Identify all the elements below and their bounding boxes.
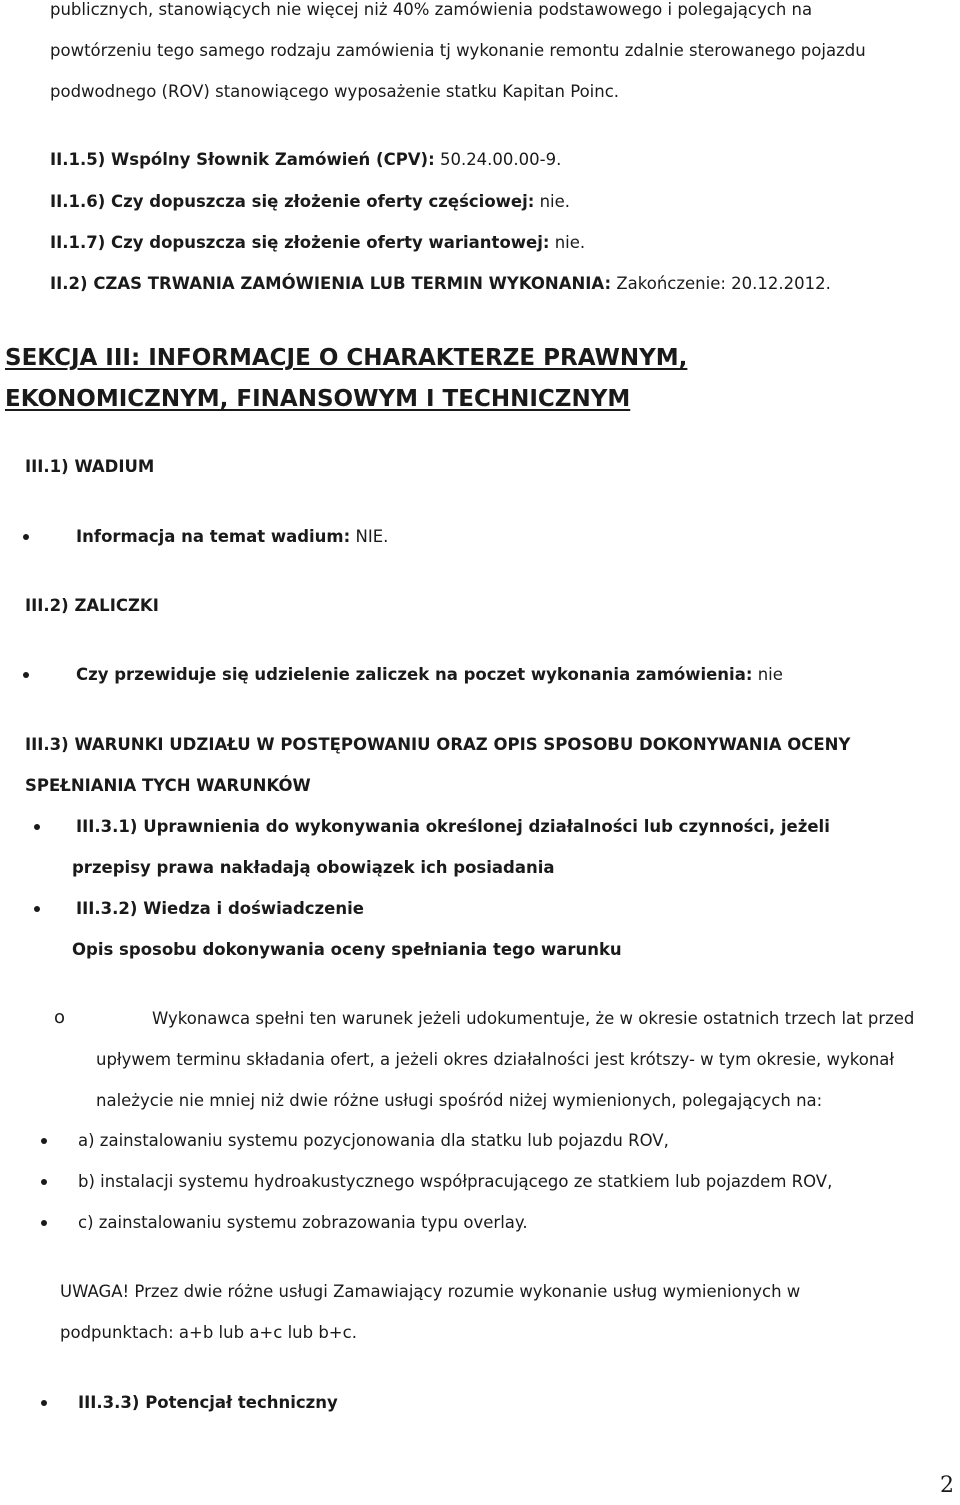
potencjal-item: III.3.3) Potencjał techniczny (78, 1393, 338, 1412)
bullet-icon (34, 824, 40, 830)
wadium-label: Informacja na temat wadium: (76, 527, 351, 546)
section-heading: SEKCJA III: INFORMACJE O CHARAKTERZE PRAWNYM, (5, 345, 688, 371)
body-text-line: publicznych, stanowiących nie więcej niż 40% zamówienia podstawowego i polegających na (50, 0, 813, 19)
condition-text: należycie nie mniej niż dwie różne usługi spośród niżej wymienionych, polegających na: (96, 1091, 823, 1110)
bullet-icon (41, 1220, 47, 1226)
duration-label: II.2) CZAS TRWANIA ZAMÓWIENIA LUB TERMIN WYKONANIA: (50, 274, 612, 293)
zaliczki-item (76, 665, 783, 685)
wadium-value: NIE. (350, 527, 389, 546)
zaliczki-heading: III.2) ZALICZKI (25, 596, 159, 615)
bullet-icon (41, 1138, 47, 1144)
list-item: a) zainstalowaniu systemu pozycjonowania dla statku lub pojazdu ROV, (78, 1131, 669, 1150)
cpv-value: 50.24.00.00-9. (434, 150, 562, 169)
warunki-heading: III.3) WARUNKI UDZIAŁU W POSTĘPOWANIU ORAZ OPIS SPOSOBU DOKONYWANIA OCENY (25, 735, 851, 754)
opis-heading: Opis sposobu dokonywania oceny spełniania tego warunku (72, 940, 622, 959)
list-item: b) instalacji systemu hydroakustycznego współpracującego ze statkiem lub pojazdem ROV, (78, 1172, 833, 1191)
uprawnienia-item: III.3.1) Uprawnienia do wykonywania określonej działalności lub czynności, jeżeli (76, 817, 830, 836)
uprawnienia-item: przepisy prawa nakładają obowiązek ich posiadania (72, 858, 555, 877)
zaliczki-value: nie (752, 665, 783, 684)
body-text-line: podwodnego (ROV) stanowiącego wyposażenie statku Kapitan Poinc. (50, 82, 620, 101)
uwaga-text: podpunktach: a+b lub a+c lub b+c. (60, 1323, 357, 1342)
wadium-heading: III.1) WADIUM (25, 457, 155, 476)
bullet-icon (23, 672, 29, 678)
bullet-icon (23, 534, 29, 540)
variant-offer-row (50, 233, 585, 253)
duration-value: Zakończenie: 20.12.2012. (611, 274, 831, 293)
condition-text: Wykonawca spełni ten warunek jeżeli udokumentuje, że w okresie ostatnich trzech lat przed (152, 1009, 915, 1028)
partial-offer-label: II.1.6) Czy dopuszcza się złożenie oferty częściowej: (50, 192, 535, 211)
variant-offer-label: II.1.7) Czy dopuszcza się złożenie oferty wariantowej: (50, 233, 550, 252)
bullet-icon (41, 1179, 47, 1185)
wadium-item (76, 527, 388, 547)
variant-offer-value: nie. (549, 233, 586, 252)
bullet-icon (41, 1400, 47, 1406)
zaliczki-label: Czy przewiduje się udzielenie zaliczek na poczet wykonania zamówienia: (76, 665, 753, 684)
list-item: c) zainstalowaniu systemu zobrazowania typu overlay. (78, 1213, 528, 1232)
partial-offer-row (50, 192, 570, 212)
section-heading: EKONOMICZNYM, FINANSOWYM I TECHNICZNYM (5, 386, 631, 412)
bullet-icon (34, 906, 40, 912)
condition-text: upływem terminu składania ofert, a jeżeli okres działalności jest krótszy- w tym okresie, wykonał (96, 1050, 895, 1069)
warunki-heading: SPEŁNIANIA TYCH WARUNKÓW (25, 776, 311, 795)
body-text-line: powtórzeniu tego samego rodzaju zamówienia tj wykonanie remontu zdalnie sterowanego pojazdu (50, 41, 866, 60)
duration-row (50, 274, 831, 294)
cpv-row (50, 150, 561, 170)
circle-bullet-icon: o (54, 1007, 66, 1028)
wiedza-item: III.3.2) Wiedza i doświadczenie (76, 899, 364, 918)
cpv-label: II.1.5) Wspólny Słownik Zamówień (CPV): (50, 150, 435, 169)
partial-offer-value: nie. (534, 192, 571, 211)
uwaga-text: UWAGA! Przez dwie różne usługi Zamawiający rozumie wykonanie usług wymienionych w (60, 1282, 801, 1301)
page-number: 2 (940, 1473, 954, 1498)
